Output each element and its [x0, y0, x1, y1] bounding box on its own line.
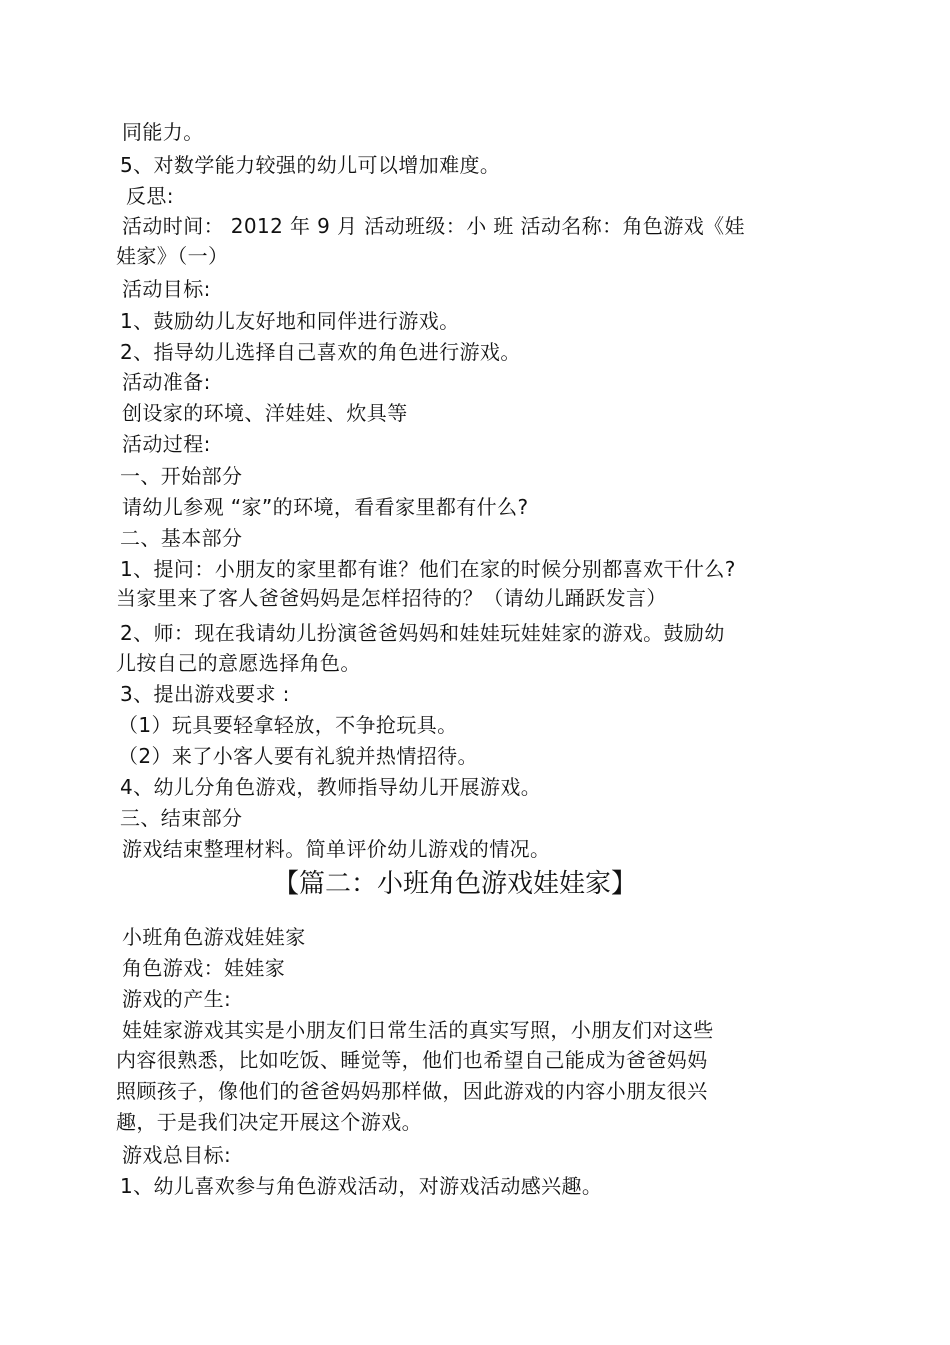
text-line: 娃家》（一）: [116, 244, 229, 268]
text-line: 同能力。: [122, 120, 204, 144]
text-line: 儿按自己的意愿选择角色。: [116, 651, 361, 675]
text-line: （1）玩具要轻拿轻放，不争抢玩具。: [118, 713, 458, 737]
text-line: 5、对数学能力较强的幼儿可以增加难度。: [120, 153, 501, 177]
text-line: 游戏的产生:: [122, 987, 232, 1011]
text-line: 趣，于是我们决定开展这个游戏。: [116, 1110, 422, 1134]
text-line: 活动过程:: [122, 432, 211, 456]
text-line: 1、提问：小朋友的家里都有谁？他们在家的时候分别都喜欢干什么?: [120, 557, 736, 581]
text-line: 创设家的环境、洋娃娃、炊具等: [122, 401, 408, 425]
text-line: 当家里来了客人爸爸妈妈是怎样招待的？（请幼儿踊跃发言）: [116, 586, 667, 610]
text-line: 游戏结束整理材料。简单评价幼儿游戏的情况。: [122, 837, 551, 861]
text-line: 活动时间： 2012 年 9 月 活动班级：小 班 活动名称：角色游戏《娃: [122, 214, 745, 238]
text-line: 一、开始部分: [120, 464, 243, 488]
text-line: 请幼儿参观 “家”的环境，看看家里都有什么?: [122, 495, 529, 519]
text-line: 二、基本部分: [120, 526, 243, 550]
text-line: （2）来了小客人要有礼貌并热情招待。: [118, 744, 478, 768]
text-line: 1、鼓励幼儿友好地和同伴进行游戏。: [120, 309, 460, 333]
text-line: 4、幼儿分角色游戏，教师指导幼儿开展游戏。: [120, 775, 542, 799]
text-line: 1、幼儿喜欢参与角色游戏活动，对游戏活动感兴趣。: [120, 1174, 603, 1198]
text-line: 反思:: [126, 184, 174, 208]
text-line: 活动准备:: [122, 370, 211, 394]
text-line: 小班角色游戏娃娃家: [122, 925, 306, 949]
text-line: 三、结束部分: [120, 806, 243, 830]
text-line: 内容很熟悉，比如吃饭、睡觉等，他们也希望自己能成为爸爸妈妈: [116, 1048, 708, 1072]
text-line: 照顾孩子，像他们的爸爸妈妈那样做，因此游戏的内容小朋友很兴: [116, 1079, 708, 1103]
text-line: 角色游戏：娃娃家: [122, 956, 286, 980]
text-line: 活动目标:: [122, 277, 211, 301]
text-line: 2、师：现在我请幼儿扮演爸爸妈妈和娃娃玩娃娃家的游戏。鼓励幼: [120, 621, 725, 645]
text-line: 游戏总目标:: [122, 1143, 232, 1167]
text-line: 2、指导幼儿选择自己喜欢的角色进行游戏。: [120, 340, 521, 364]
text-line: 3、提出游戏要求 :: [120, 682, 290, 706]
text-line: 娃娃家游戏其实是小朋友们日常生活的真实写照，小朋友们对这些: [122, 1018, 714, 1042]
section-heading: 【篇二：小班角色游戏娃娃家】: [273, 869, 638, 899]
